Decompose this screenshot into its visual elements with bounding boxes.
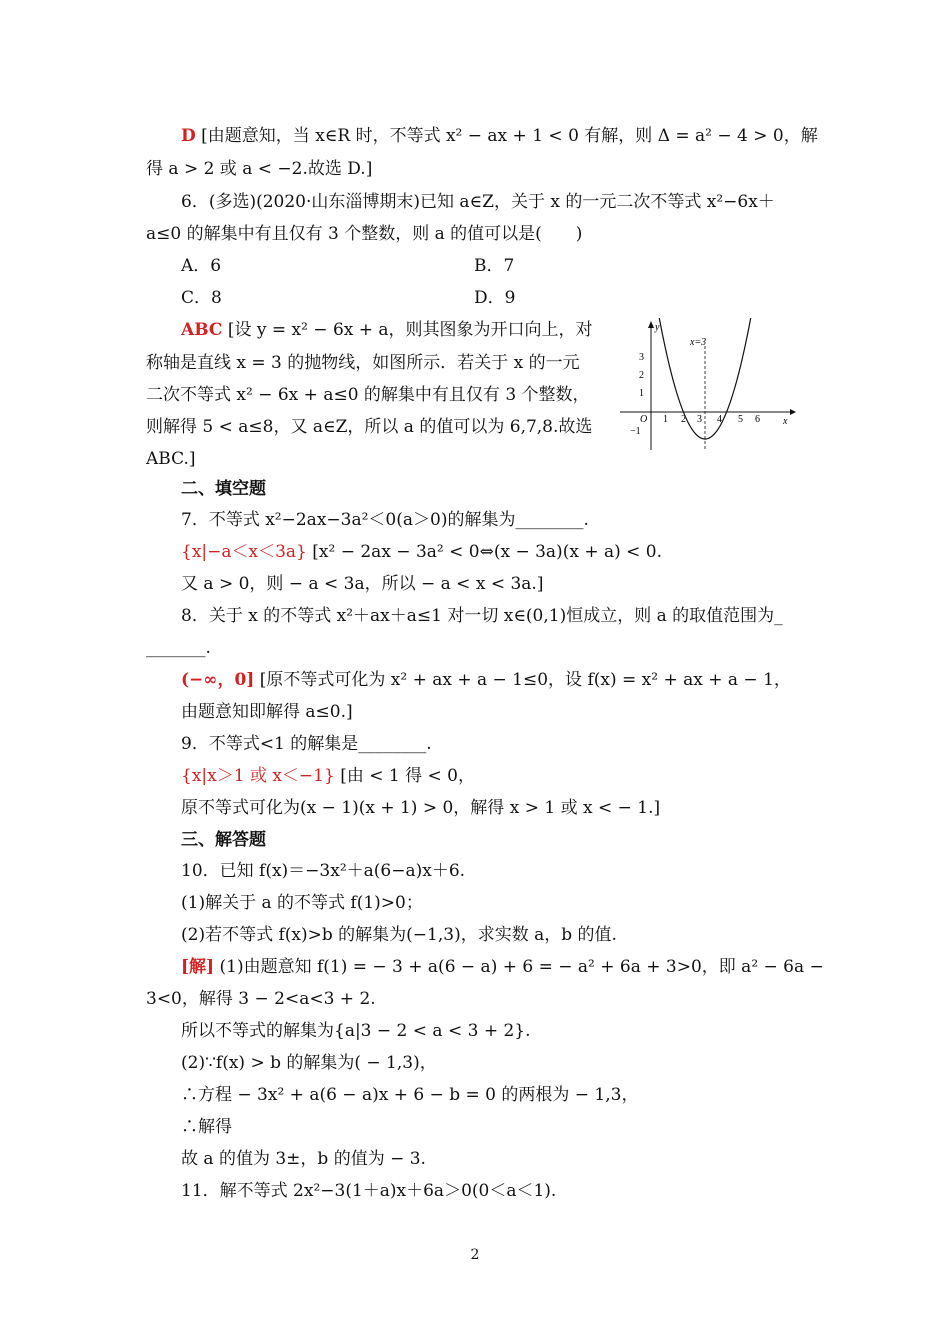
q9-answer: {x|x＞1 或 x＜−1}: [181, 766, 335, 786]
q8-answer: (−∞，0]: [181, 670, 255, 690]
section2-heading: 二、填空题: [181, 479, 266, 499]
q10-line1: 10．已知 f(x)＝−3x²＋a(6−a)x＋6.: [181, 861, 466, 881]
x-tick-6: 6: [755, 414, 760, 425]
q10-solution-line1: [181, 956, 824, 978]
q8-line2: _______.: [146, 638, 211, 658]
q8-line1: 8．关于 x 的不等式 x²＋ax＋a≤1 对一切 x∈(0,1)恒成立，则 a 的取值范围为_: [181, 606, 783, 626]
x-tick-4: 4: [717, 414, 722, 425]
q11-question: 11．解不等式 2x²−3(1＋a)x＋6a＞0(0＜a＜1).: [181, 1181, 557, 1201]
q8-answer-text: [原不等式可化为 x² + ax + a − 1≤0，设 f(x) = x² + ax + a − 1，: [259, 670, 791, 690]
q6-answer-line1: [181, 319, 593, 341]
q5-answer-label: D: [181, 126, 196, 146]
q9-answer-line2: 原不等式可化为(x − 1)(x + 1) > 0，解得 x > 1 或 x < − 1.]: [181, 798, 661, 818]
q10-solution-line7: 故 a 的值为 3±，b 的值为 − 3.: [181, 1149, 426, 1169]
y-axis-arrow: [648, 321, 654, 328]
parabola-graph: [618, 318, 796, 458]
q10-solution-line6: ∴解得: [181, 1117, 232, 1137]
q5-answer-line1: [181, 125, 818, 147]
q6-option-b: B．7: [474, 256, 515, 276]
q10-solution-line2: 3<0，解得 3 − 2<a<3 + 2.: [146, 989, 376, 1009]
q6-answer-line2: 称轴是直线 x = 3 的抛物线，如图所示．若关于 x 的一元: [146, 353, 580, 373]
q10-solution-line5: ∴方程 − 3x² + a(6 − a)x + 6 − b = 0 的两根为 − 1,3，: [181, 1085, 639, 1105]
y-tick-2: 2: [639, 370, 644, 381]
y-tick-neg1: −1: [630, 426, 641, 437]
x-tick-3: 3: [697, 414, 702, 425]
q8-answer-line1: [181, 669, 791, 691]
q10-solution-line3: 所以不等式的解集为{a|3 − 2 < a < 3 + 2}.: [181, 1021, 531, 1041]
q6-line2: a≤0 的解集中有且仅有 3 个整数，则 a 的值可以是( ): [146, 224, 583, 244]
q7-question: 7．不等式 x²−2ax−3a²＜0(a＞0)的解集为________.: [181, 510, 589, 530]
x-axis-label: x: [783, 416, 788, 427]
q10-line3: (2)若不等式 f(x)>b 的解集为(−1,3)，求实数 a，b 的值.: [181, 925, 617, 945]
q9-question: 9．不等式<1 的解集是________.: [181, 734, 432, 754]
q7-answer-text: [x² − 2ax − 3a² < 0⇔(x − 3a)(x + a) < 0.: [312, 542, 663, 562]
y-tick-1: 1: [639, 388, 644, 399]
q6-option-d: D．9: [474, 288, 516, 308]
q9-answer-text: [由 < 1 得 < 0，: [340, 766, 475, 786]
page-number: 2: [470, 1247, 480, 1263]
origin-label: O: [640, 414, 648, 425]
q10-solution-line4: (2)∵f(x) > b 的解集为( − 1,3)，: [181, 1053, 437, 1073]
q6-option-a: A．6: [181, 256, 222, 276]
q10-line2: (1)解关于 a 的不等式 f(1)>0；: [181, 893, 423, 913]
q6-answer-line5: ABC.]: [146, 449, 196, 469]
symmetry-label: x=3: [690, 337, 707, 348]
y-axis-label: y: [655, 322, 660, 333]
x-tick-1: 1: [663, 414, 668, 425]
x-axis-arrow: [790, 409, 796, 415]
section3-heading: 三、解答题: [181, 830, 266, 850]
q6-answer-line4: 则解得 5 < a≤8，又 a∈Z，所以 a 的值可以为 6,7,8.故选: [146, 417, 593, 437]
q6-option-c: C．8: [181, 288, 222, 308]
q6-line1: 6．(多选)(2020·山东淄博期末)已知 a∈Z，关于 x 的一元二次不等式 x²−6x＋: [181, 192, 775, 212]
q10-solution-label: [解]: [181, 957, 215, 977]
q6-answer-label: ABC: [181, 320, 223, 340]
q9-answer-line1: [181, 765, 475, 787]
x-tick-2: 2: [681, 414, 686, 425]
q6-answer-line3: 二次不等式 x² − 6x + a≤0 的解集中有且仅有 3 个整数，: [146, 385, 590, 405]
q5-answer-text: [由题意知，当 x∈R 时，不等式 x² − ax + 1 < 0 有解，则 Δ = a² − 4 > 0，解: [201, 126, 818, 146]
x-tick-5: 5: [738, 414, 743, 425]
q7-answer: {x|−a＜x＜3a}: [181, 542, 307, 562]
q7-answer-line1: [181, 541, 662, 563]
q8-answer-line2: 由题意知即解得 a≤0.]: [181, 702, 353, 722]
q7-answer-line2: 又 a > 0，则 − a < 3a，所以 − a < x < 3a.]: [181, 574, 544, 594]
q6-answer-text: [设 y = x² − 6x + a，则其图象为开口向上，对: [227, 320, 593, 340]
y-tick-3: 3: [639, 352, 644, 363]
q10-solution-text: (1)由题意知 f(1) = − 3 + a(6 − a) + 6 = − a² + 6a + 3>0，即 a² − 6a −: [219, 957, 824, 977]
q5-answer-line2: 得 a > 2 或 a < −2.故选 D.]: [146, 159, 373, 179]
